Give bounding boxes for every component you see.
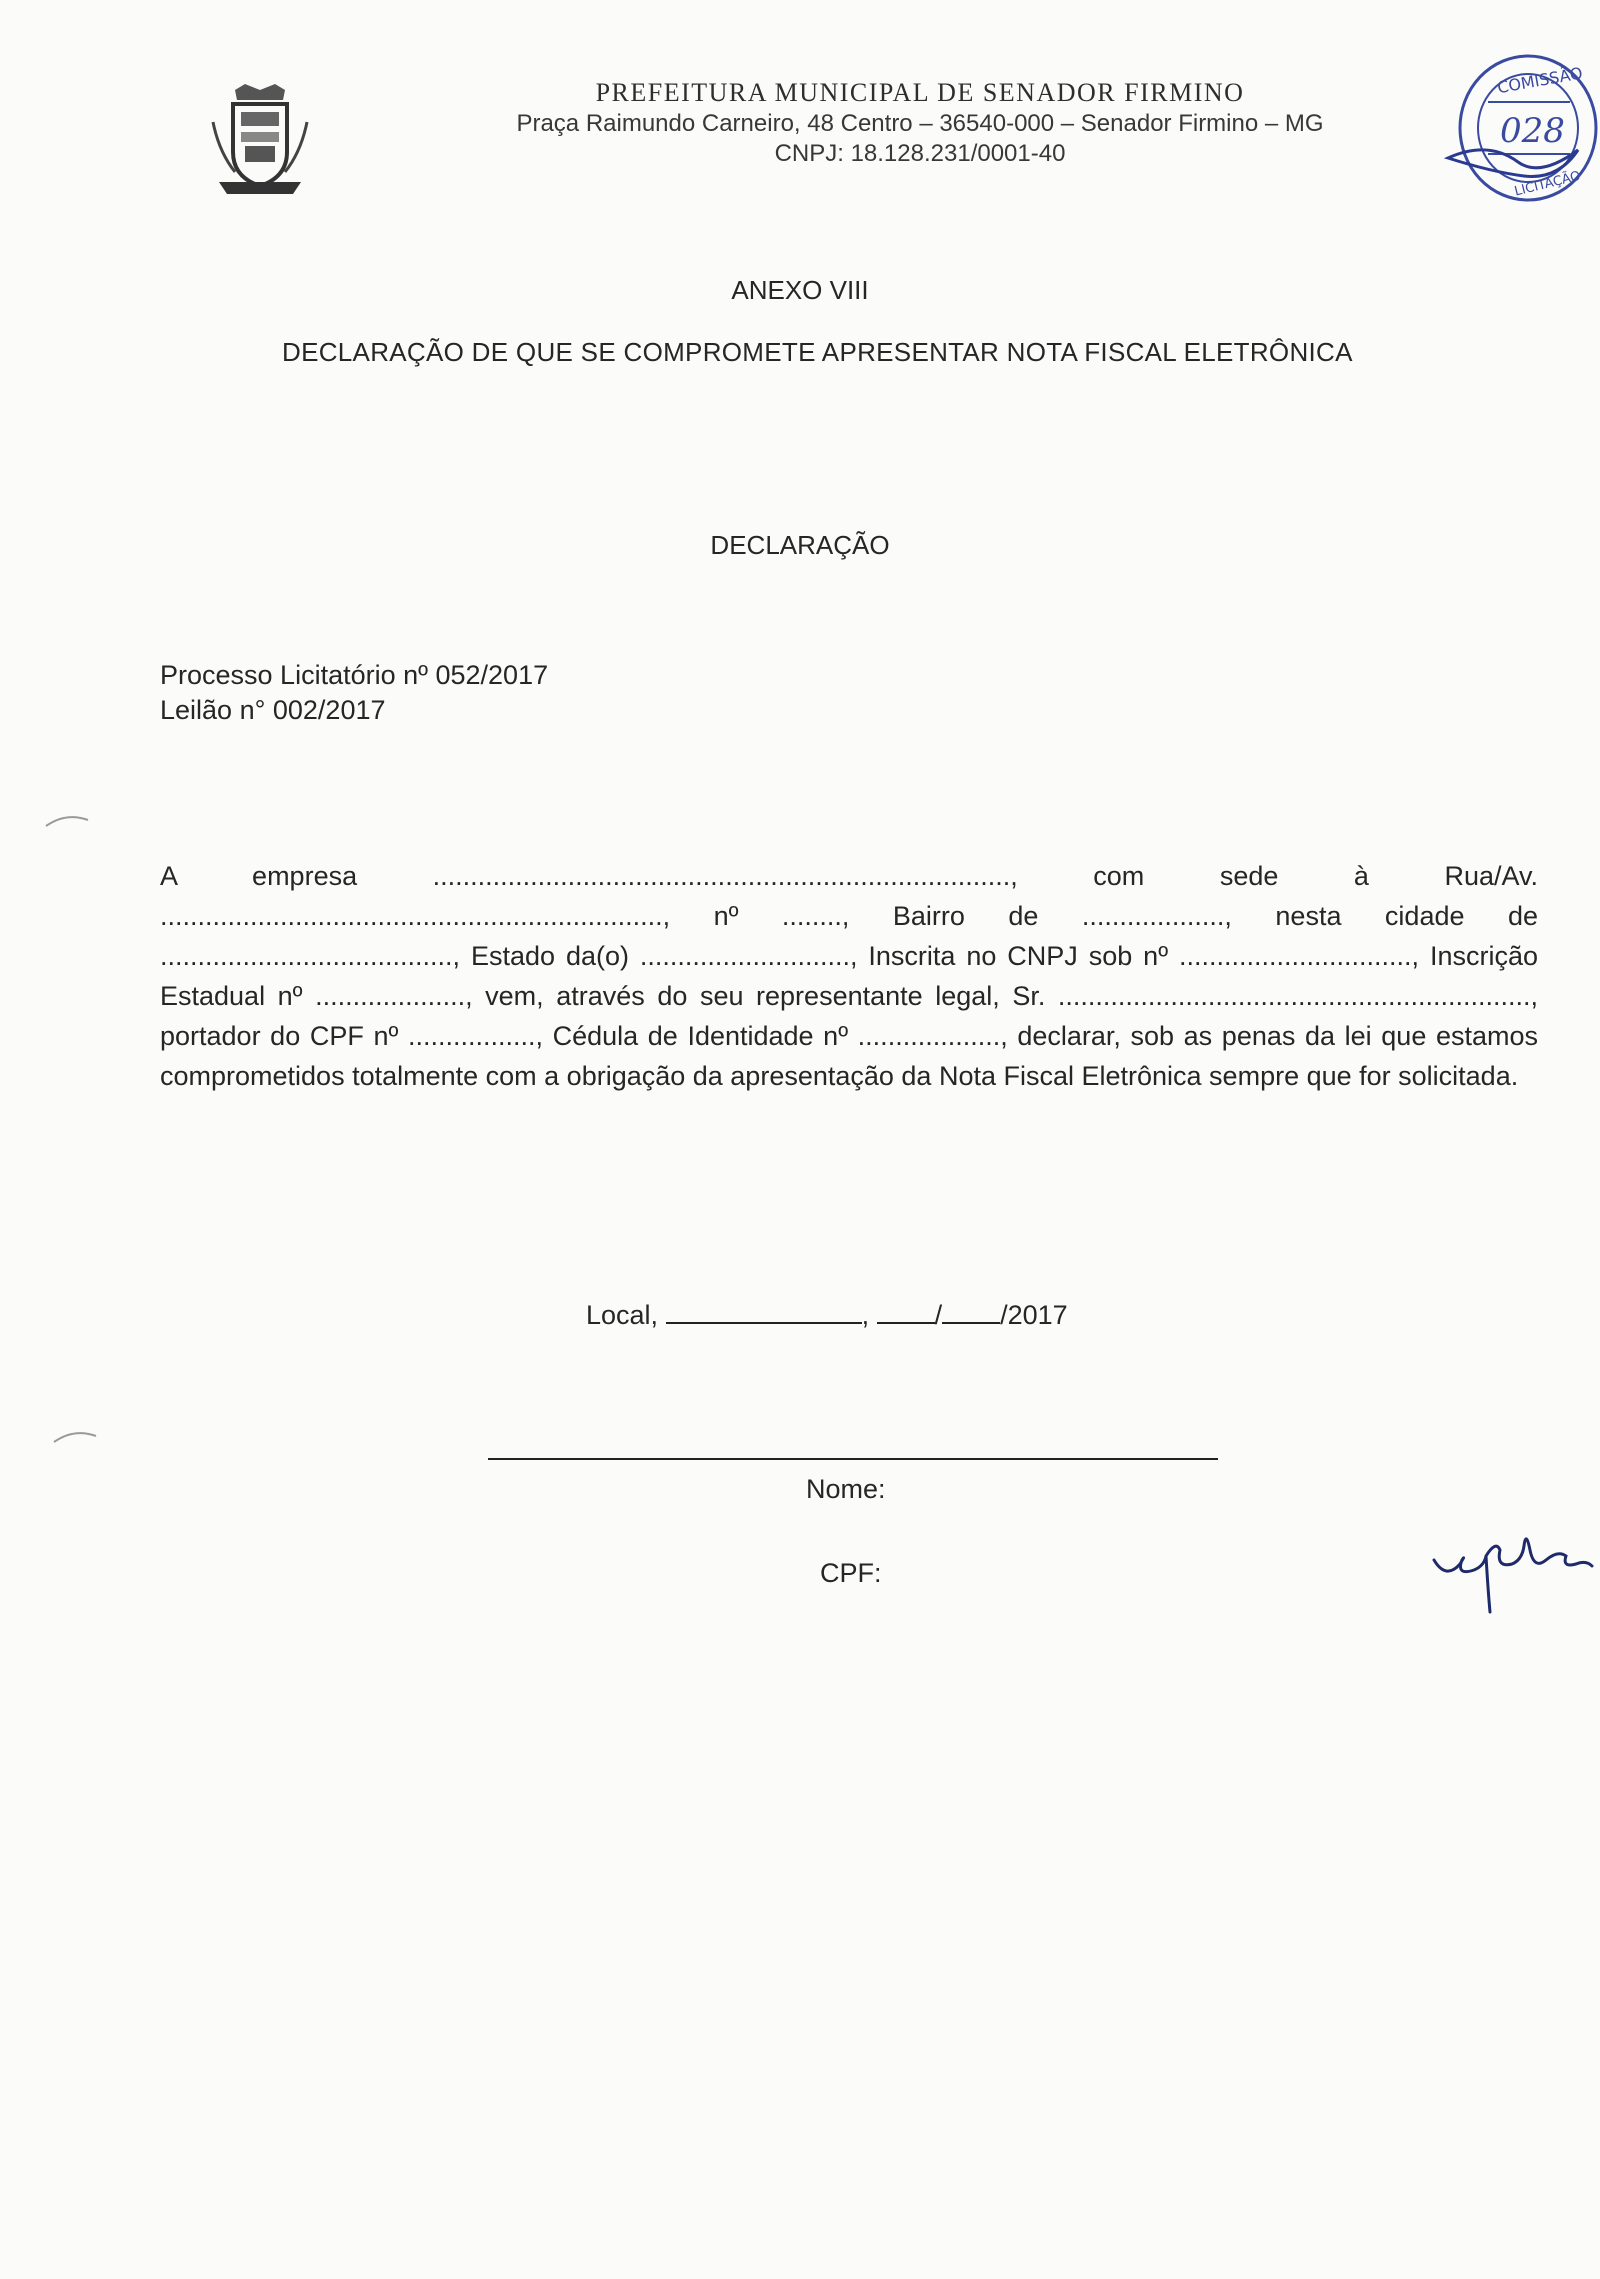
declaration-heading: DECLARAÇÃO [710, 530, 890, 560]
organization-name: PREFEITURA MUNICIPAL DE SENADOR FIRMINO [595, 78, 1245, 107]
local-blank [666, 1298, 862, 1324]
date-year: /2017 [1000, 1300, 1068, 1330]
local-date-line [586, 1298, 1068, 1331]
declaration-body: A empresa ............................................................................., com sede à Rua/Av. ..................................................................., nº ........, Bairro de ..................., nesta cidade de ......................................., Estado da(o) ............................, Inscrita no CNPJ sob nº ..............................., Inscrição Estadual nº ...................., vem, através do seu representante legal, Sr. ..............................................................., portador do CPF nº ................., Cédula de Identidade nº ..................., declarar, sob as penas da lei que estamos comprometidos totalmente com a obrigação da apresentação da Nota Fiscal Eletrônica sempre que for solicitada. [160, 861, 1538, 1091]
day-blank [877, 1298, 935, 1324]
margin-mark-icon [42, 810, 92, 830]
svg-text:COMISSÃO: COMISSÃO [1495, 63, 1584, 98]
signature-line [488, 1458, 1218, 1460]
cpf-label: CPF: [820, 1558, 882, 1588]
svg-text:028: 028 [1500, 111, 1565, 151]
organization-address: Praça Raimundo Carneiro, 48 Centro – 36540-000 – Senador Firmino – MG [516, 110, 1324, 137]
annex-title: ANEXO VIII [731, 275, 869, 305]
local-comma: , [861, 1300, 870, 1330]
organization-cnpj: CNPJ: 18.128.231/0001-40 [774, 140, 1066, 167]
svg-text:LICITAÇÃO: LICITAÇÃO [1513, 168, 1583, 200]
process-number: Processo Licitatório nº 052/2017 [160, 660, 549, 690]
process-reference [160, 658, 548, 728]
local-label: Local, [586, 1300, 659, 1330]
date-slash: / [934, 1300, 943, 1330]
handwritten-signature-icon [1426, 1520, 1596, 1620]
commission-stamp-icon [1428, 30, 1600, 210]
auction-number: Leilão n° 002/2017 [160, 695, 386, 725]
document-subtitle: DECLARAÇÃO DE QUE SE COMPROMETE APRESENTAR NOTA FISCAL ELETRÔNICA [282, 337, 1353, 367]
letterhead [440, 78, 1400, 168]
month-blank [942, 1298, 1000, 1324]
coat-of-arms-icon [205, 82, 315, 202]
margin-mark-icon [50, 1426, 100, 1446]
name-label: Nome: [806, 1474, 886, 1504]
